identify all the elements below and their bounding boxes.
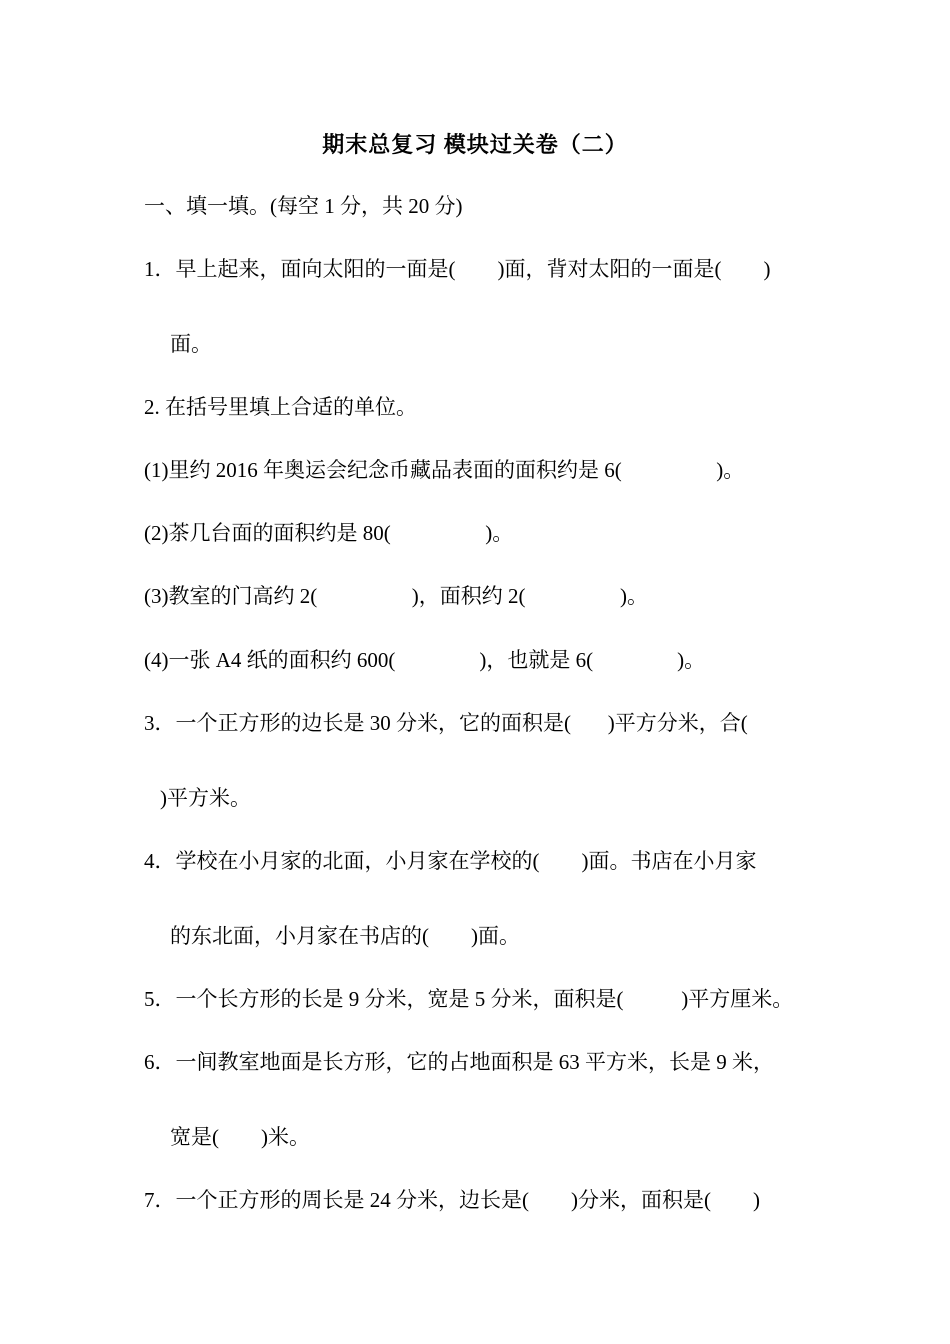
- question-3-line-2: )平方米。: [160, 786, 251, 810]
- question-3-line-1: 3．一个正方形的边长是 30 分米，它的面积是( )平方分米，合(: [144, 711, 748, 735]
- question-1-line-2: 面。: [170, 332, 212, 356]
- page-title: 期末总复习 模块过关卷（二）: [322, 132, 628, 157]
- question-6-line-2: 宽是( )米。: [170, 1125, 310, 1149]
- question-2-item-2: (2)茶几台面的面积约是 80( )。: [144, 521, 514, 545]
- question-2-item-4: (4)一张 A4 纸的面积约 600( )，也就是 6( )。: [144, 648, 706, 672]
- question-2-item-3: (3)教室的门高约 2( )，面积约 2( )。: [144, 584, 648, 608]
- question-6-line-1: 6．一间教室地面是长方形，它的占地面积是 63 平方米，长是 9 米，: [144, 1050, 774, 1074]
- question-2-item-1: (1)里约 2016 年奥运会纪念币藏品表面的面积约是 6( )。: [144, 458, 745, 482]
- question-2-header: 2. 在括号里填上合适的单位。: [144, 395, 417, 419]
- question-5: 5．一个长方形的长是 9 分米，宽是 5 分米，面积是( )平方厘米。: [144, 987, 794, 1011]
- question-1-line-1: 1．早上起来，面向太阳的一面是( )面，背对太阳的一面是( ): [144, 257, 771, 281]
- section-header: 一、填一填。(每空 1 分，共 20 分): [144, 194, 463, 218]
- question-4-line-2: 的东北面，小月家在书店的( )面。: [170, 924, 520, 948]
- question-7-line-1: 7．一个正方形的周长是 24 分米，边长是( )分米，面积是( ): [144, 1188, 760, 1212]
- question-4-line-1: 4．学校在小月家的北面，小月家在学校的( )面。书店在小月家: [144, 849, 757, 873]
